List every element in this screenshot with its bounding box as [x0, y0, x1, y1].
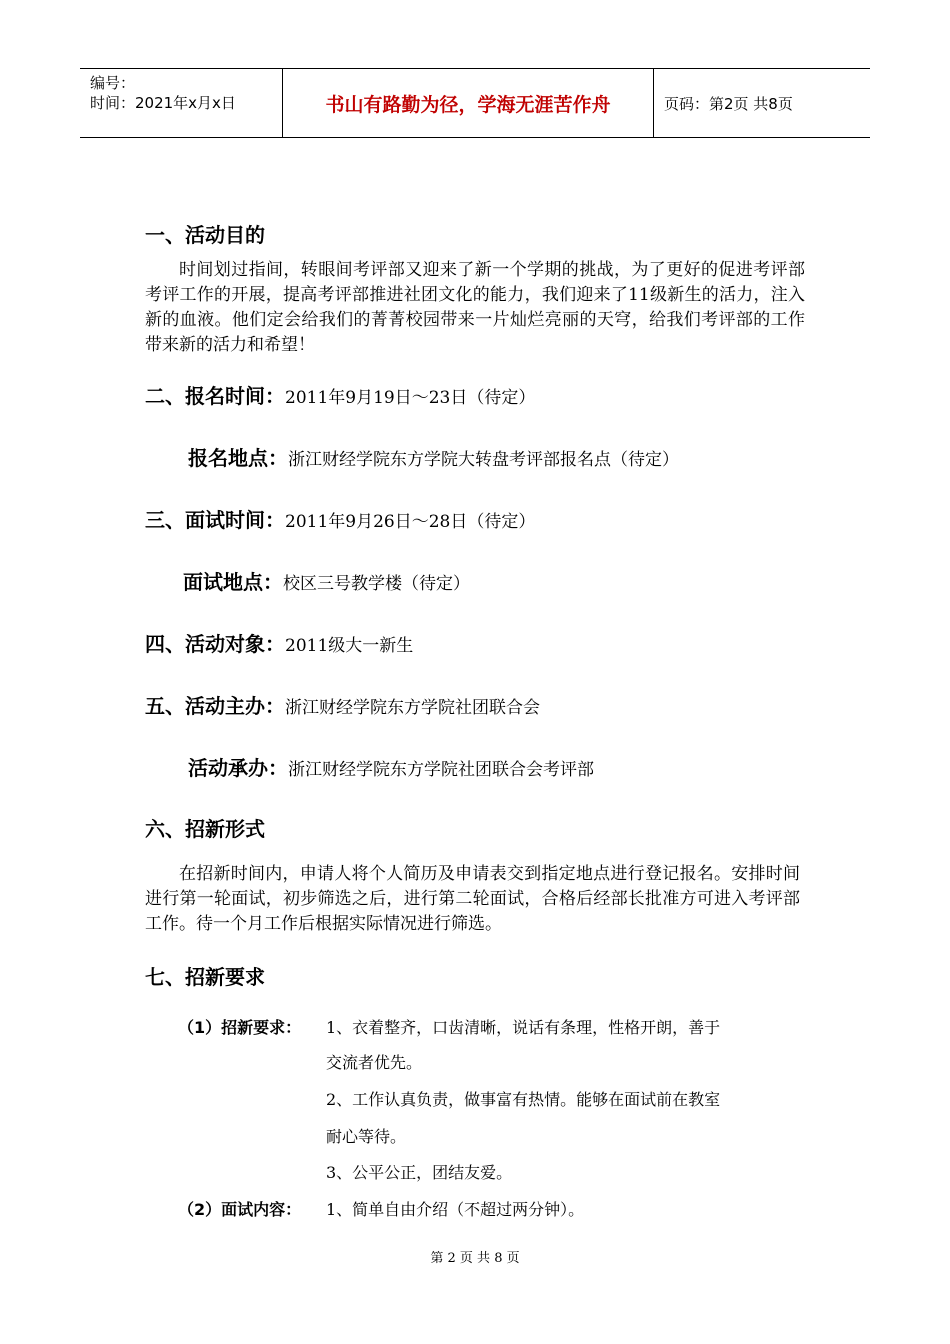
section-3-label: 三、面试时间： [145, 508, 285, 532]
section-5b-value: 浙江财经学院东方学院社团联合会考评部 [288, 760, 594, 780]
section-2b-value: 浙江财经学院东方学院大转盘考评部报名点（待定） [288, 450, 679, 470]
section-3b-value: 校区三号教学楼（待定） [283, 574, 470, 594]
section-4-label: 四、活动对象： [145, 632, 285, 656]
section-6-body: 在招新时间内，申请人将个人简历及申请表交到指定地点进行登记报名。安排时间进行第一轮面试，初步筛选之后，进行第二轮面试，合格后经部长批准方可进入考评部工作。待一个月工作后根据实际情况进行筛选。 [145, 864, 800, 934]
requirement-1-item-1a: 1、衣着整齐，口齿清晰，说话有条理，性格开朗，善于 [326, 1018, 721, 1037]
section-1-title: 一、活动目的 [145, 223, 265, 247]
requirement-2-label [178, 1197, 301, 1220]
header-number: 编号： [90, 74, 136, 92]
section-2-registration-place [188, 443, 679, 475]
requirement-1-item-2a: 2、工作认真负责，做事富有热情。能够在面试前在教室 [326, 1090, 721, 1109]
requirement-1-item-1b: 交流者优先。 [326, 1053, 423, 1072]
section-4-value: 2011级大一新生 [285, 636, 414, 656]
header-motto-cell [282, 69, 654, 137]
header-left [80, 69, 282, 137]
requirement-2-item-1: 1、简单自由介绍（不超过两分钟）。 [326, 1200, 585, 1219]
requirement-1-item-3: 3、公平公正，团结友爱。 [326, 1163, 513, 1182]
header-motto: 书山有路勤为径，学海无涯苦作舟 [325, 93, 611, 116]
section-5-value: 浙江财经学院东方学院社团联合会 [285, 698, 540, 718]
section-4-audience [145, 629, 413, 661]
section-3b-label: 面试地点： [183, 570, 283, 594]
section-3-value: 2011年9月26日～28日（待定） [285, 512, 536, 532]
section-2-registration-time [145, 381, 535, 413]
section-3-interview-place [183, 567, 470, 599]
section-2b-label: 报名地点： [188, 446, 288, 470]
section-5-label: 五、活动主办： [145, 694, 285, 718]
header-page-info: 页码：第2页 共8页 [664, 94, 793, 113]
section-1-body: 时间划过指间，转眼间考评部又迎来了新一个学期的挑战，为了更好的促进考评部考评工作的开展，提高考评部推进社团文化的能力，我们迎来了11级新生的活力，注入新的血液。他们定会给我们的菁菁校园带来一片灿烂亮丽的天穹，给我们考评部的工作带来新的活力和希望！ [145, 260, 805, 355]
section-2-label: 二、报名时间： [145, 384, 285, 408]
section-5-undertaker [188, 753, 594, 785]
requirement-1-label-text: （1）招新要求： [178, 1018, 302, 1037]
section-7-title: 七、招新要求 [145, 965, 265, 989]
page-header [80, 68, 870, 138]
page-footer: 第 2 页 共 8 页 [430, 1251, 520, 1266]
section-6-title: 六、招新形式 [145, 817, 265, 841]
section-5b-label: 活动承办： [188, 756, 288, 780]
requirement-1-label [178, 1015, 301, 1038]
requirement-2-label-text: （2）面试内容： [178, 1200, 302, 1219]
requirement-1-item-2b: 耐心等待。 [326, 1127, 407, 1146]
section-3-interview-time [145, 505, 535, 537]
section-2-value: 2011年9月19日～23日（待定） [285, 388, 536, 408]
header-time: 时间：2021年x月x日 [90, 94, 236, 112]
section-5-organizer [145, 691, 540, 723]
